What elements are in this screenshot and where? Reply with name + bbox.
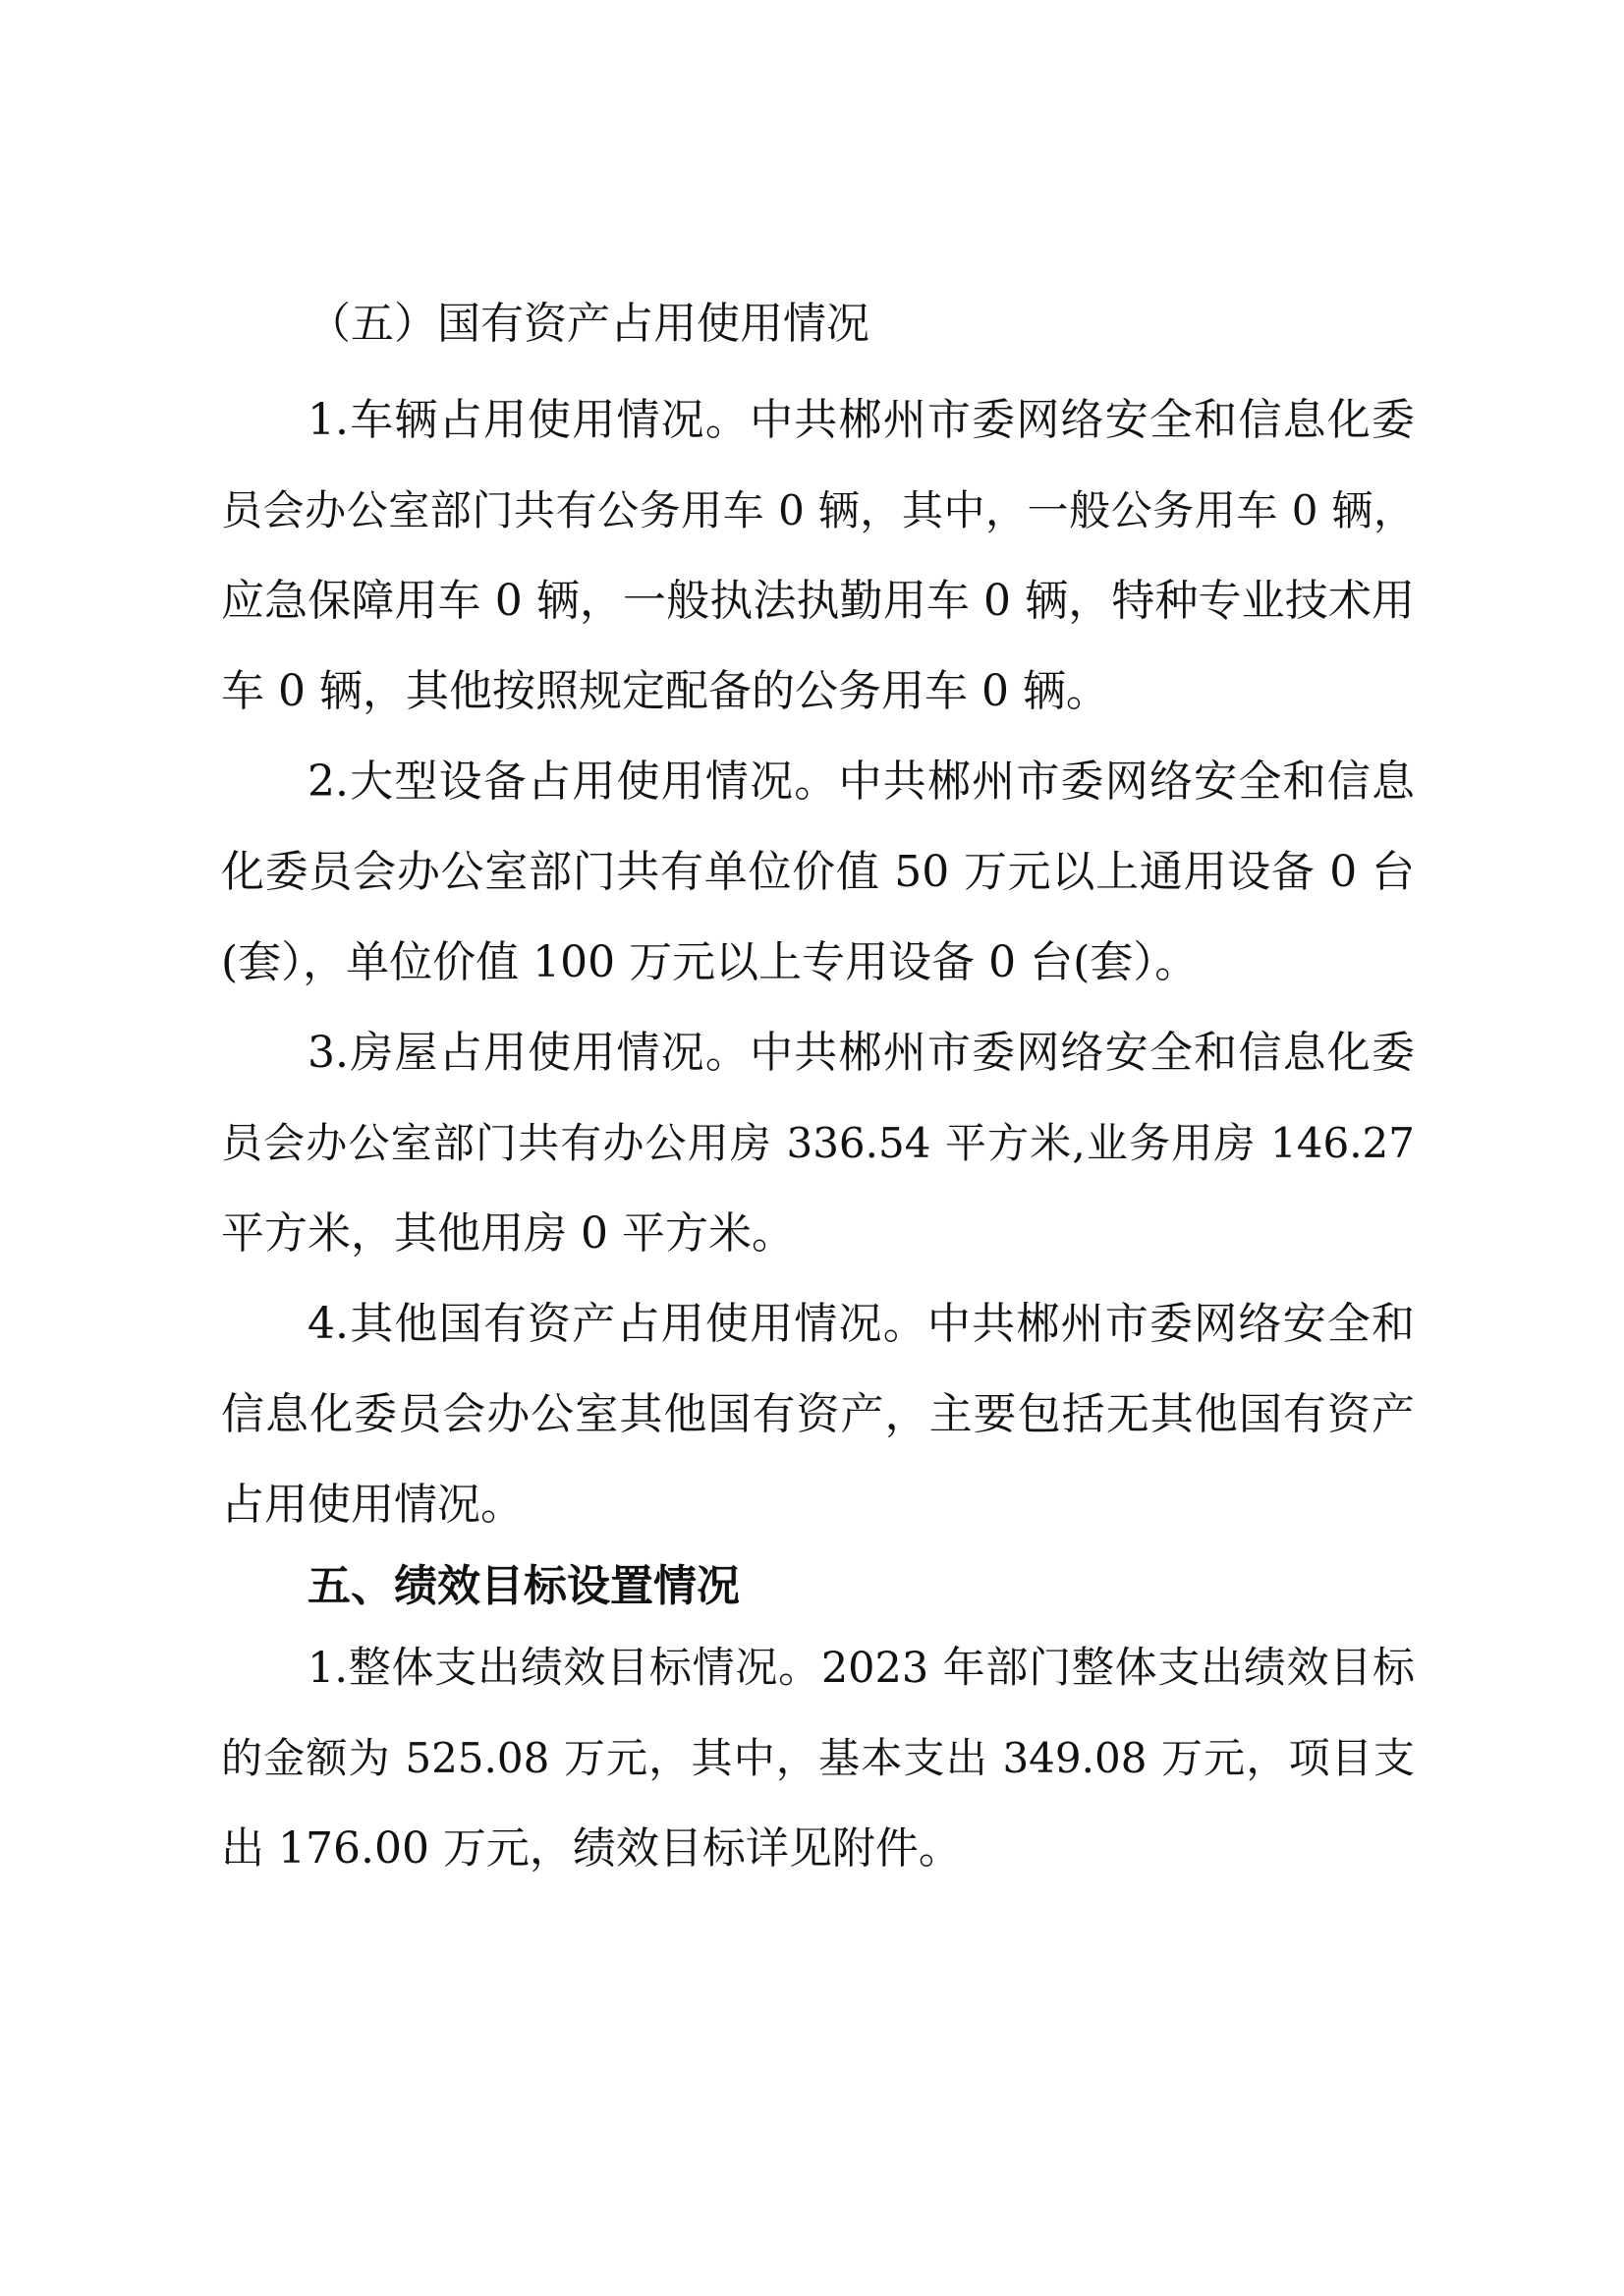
paragraph-performance-line-3: 出 176.00 万元，绩效目标详见附件。 <box>221 1823 962 1874</box>
paragraph-vehicles-line-2: 员会办公室部门共有公务用车 0 辆，其中，一般公务用车 0 辆， <box>221 486 1415 534</box>
paragraph-buildings-line-3: 平方米，其他用房 0 平方米。 <box>221 1208 795 1259</box>
paragraph-equipment-line-2: 化委员会办公室部门共有单位价值 50 万元以上通用设备 0 台 <box>221 847 1415 897</box>
paragraph-performance-line-1: 1.整体支出绩效目标情况。2023 年部门整体支出绩效目标 <box>308 1644 1415 1693</box>
section-heading-state-assets: （五）国有资产占用使用情况 <box>308 299 869 349</box>
paragraph-buildings-line-2: 员会办公室部门共有办公用房 336.54 平方米,业务用房 146.27 <box>221 1119 1415 1167</box>
paragraph-buildings-line-1: 3.房屋占用使用情况。中共郴州市委网络安全和信息化委 <box>308 1028 1415 1078</box>
paragraph-equipment-line-3: (套），单位价值 100 万元以上专用设备 0 台(套）。 <box>221 937 1199 987</box>
paragraph-vehicles-line-3: 应急保障用车 0 辆，一般执法执勤用车 0 辆，特种专业技术用 <box>221 576 1415 626</box>
paragraph-performance-line-2: 的金额为 525.08 万元，其中，基本支出 349.08 万元，项目支 <box>221 1734 1415 1782</box>
paragraph-other-assets-line-2: 信息化委员会办公室其他国有资产，主要包括无其他国有资产 <box>221 1389 1415 1439</box>
paragraph-equipment-line-1: 2.大型设备占用使用情况。中共郴州市委网络安全和信息 <box>308 756 1415 807</box>
paragraph-vehicles-line-4: 车 0 辆，其他按照规定配备的公务用车 0 辆。 <box>221 666 1109 716</box>
paragraph-other-assets-line-3: 占用使用情况。 <box>221 1480 524 1530</box>
paragraph-other-assets-line-1: 4.其他国有资产占用使用情况。中共郴州市委网络安全和 <box>308 1299 1415 1349</box>
paragraph-vehicles-line-1: 1.车辆占用使用情况。中共郴州市委网络安全和信息化委 <box>308 395 1415 445</box>
chapter-heading-performance-targets: 五、绩效目标设置情况 <box>308 1561 740 1611</box>
